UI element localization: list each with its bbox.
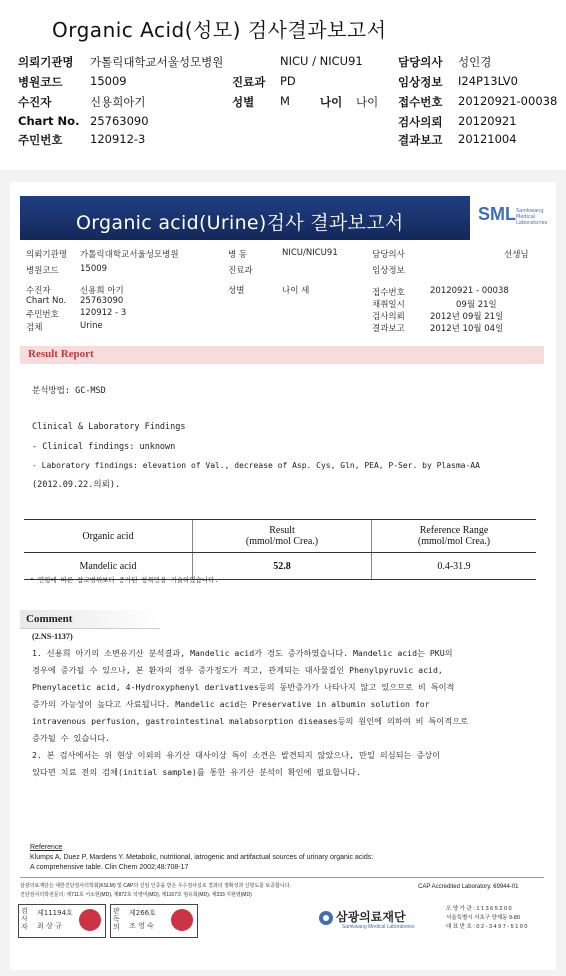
column-header-line: Result (269, 525, 295, 536)
value: 20120921 (458, 114, 517, 128)
value: 25763090 (90, 114, 149, 128)
contact-line: 서울특별시 서초구 양재동 9-80 (446, 915, 521, 921)
label: 접수번호 (398, 95, 443, 109)
value: M (280, 94, 290, 108)
info-label: 병 동 (228, 250, 248, 260)
stamp-name: 최 상 규 (37, 922, 62, 930)
contact-line: 대 표 번 호 : 0 2 - 3 4 9 7 - 5 1 0 0 (446, 924, 528, 930)
label: Chart No. (18, 114, 80, 128)
sml-logo-subtitle: Samkwang Medical Laboratories (516, 208, 548, 226)
column-header-line: Reference Range (419, 525, 489, 536)
info-value: 2012년 09월 21일 (430, 312, 504, 322)
info-value: 2012년 10월 04일 (430, 324, 504, 334)
reader-stamp (110, 904, 198, 938)
stamp-license: 제11194호 (37, 909, 73, 917)
info-label: Chart No. (26, 296, 67, 306)
info-value: 나이 세 (282, 286, 310, 296)
info-value: Urine (80, 321, 103, 331)
column-header-line: (mmol/mol Crea.) (417, 536, 491, 547)
sml-logo: SML (478, 204, 516, 224)
stamp-name: 조 영 숙 (129, 922, 154, 930)
table-note: * 연령에 따른 참고범위보다 증가된 항목만을 기술하였습니다. (30, 576, 219, 584)
column-header: Organic acid (24, 520, 193, 553)
value: 15009 (90, 74, 127, 88)
column-header (193, 520, 372, 553)
comment-line: 1. 신용희 아기의 소변유기산 분석결과, Mandelic acid가 경도 증가하였습니다. Mandelic acid는 PKU의 (32, 648, 453, 658)
stamp-role: 판독의 (113, 907, 120, 931)
footer-line: 삼광의료재단은 대한진단검사의학회(KSLM) 및 CAP의 신임 인증을 받은 우수검사실로 결과의 정확성과 신빙도를 보증합니다. (20, 883, 291, 889)
label: 나이 (320, 95, 343, 109)
result-report-bar (20, 346, 544, 364)
info-label: 접수번호 (372, 288, 405, 298)
info-label: 임상정보 (372, 266, 405, 276)
info-label: 채취일시 (372, 300, 405, 310)
result-table (24, 519, 536, 580)
label: 수진자 (18, 95, 52, 109)
foundation-subtitle: Samkwang Medical Laboratories (342, 924, 415, 930)
info-value: NICU/NICU91 (282, 248, 338, 258)
inspector-stamp (18, 904, 106, 938)
method-text: 분석방법: GC-MSD (32, 386, 106, 396)
label: 결과보고 (398, 133, 443, 147)
value: 나이 (356, 95, 379, 109)
finding-line: - Clinical findings: unknown (32, 442, 176, 452)
foundation-name: 삼광의료재단 (336, 910, 406, 924)
info-value: 09월 21일 (456, 300, 497, 310)
report-banner (20, 192, 548, 242)
info-label: 검체 (26, 323, 43, 333)
label: 진료과 (232, 75, 266, 89)
banner-title: Organic acid(Urine)검사 결과보고서 (76, 212, 404, 234)
seal-icon (171, 909, 193, 931)
reference-line: A comprehensive table. Clin Chem 2002;48:708-17 (30, 864, 189, 871)
findings-title: Clinical & Laboratory Findings (32, 422, 186, 432)
label: 담당의사 (398, 55, 443, 69)
label: 주민번호 (18, 133, 63, 147)
finding-line: (2012.09.22.의뢰). (32, 480, 121, 490)
value: 가톨릭대학교서울성모병원 (90, 55, 224, 69)
info-label: 성별 (228, 286, 245, 296)
banner-background (20, 196, 470, 240)
reference-line: Klumps A, Duez P, Mardens Y. Metabolic, nutritional, iatrogenic and artifactual sources of urinary organic acids: (30, 854, 374, 861)
seal-icon (79, 909, 101, 931)
info-value: 가톨릭대학교서울성모병원 (80, 250, 179, 260)
info-value: 15009 (80, 264, 108, 274)
comment-line: 경우에 증가될 수 있으나, 본 환자의 경우 증가정도가 적고, 관계되는 대사물질인 Phenylpyruvic acid, (32, 665, 443, 675)
stamp-role: 검사자 (21, 907, 28, 931)
contact-line: 오 양 가 관 : 1 1 3 6 5 2 0 0 (446, 906, 512, 912)
cap-accreditation: CAP Accredited Laboratory. 69944-01 (418, 884, 519, 890)
value: 신용희아기 (90, 95, 146, 109)
info-label: 결과보고 (372, 324, 405, 334)
foundation-logo-icon (318, 910, 334, 930)
info-value: 120912 - 3 (80, 308, 127, 318)
column-header-line: (mmol/mol Crea.) (245, 536, 319, 547)
comment-line: 2. 본 검사에서는 위 현상 이외의 유기산 대사이상 특이 소견은 발견되지 않았으나, 만일 의심되는 증상이 (32, 750, 441, 760)
comment-line: (2.NS-1137) (32, 632, 73, 641)
value: 20121004 (458, 132, 517, 146)
report-sheet (10, 182, 556, 970)
comment-line: 증가의 가능성이 높다고 사료됩니다. Mandelic acid는 Preservative in albumin solution for (32, 699, 430, 709)
info-value: 25763090 (80, 296, 124, 306)
info-label: 주민번호 (26, 310, 59, 320)
value: 120912-3 (90, 132, 146, 146)
info-label: 진료과 (228, 266, 253, 276)
table-header-row (24, 520, 536, 553)
report-header (0, 0, 566, 170)
divider (20, 877, 544, 878)
result-report-label: Result Report (28, 348, 94, 360)
table-cell: 52.8 (193, 553, 372, 580)
value: 20120921-00038 (458, 94, 558, 108)
info-label: 담당의사 (372, 250, 405, 260)
comment-label: Comment (26, 613, 73, 625)
footer-line: 진단검사의학전문의: 제711호 서소현(MD), 제872호 석영미(MD), 제1167호 엄유희(MD), 제333 지현영(MD) (20, 892, 252, 898)
comment-bar (20, 610, 160, 629)
comment-line: intravenous perfusion, gastrointestinal malabsorption diseases등의 원인에 의하여 비 특이적으로 (32, 716, 469, 726)
comment-line: Phenylacetic acid, 4-Hydroxyphenyl derivatives등의 동반증가가 나타나지 않고 있으므로 비 특이적 (32, 682, 455, 692)
label: 성별 (232, 95, 255, 109)
label: 임상정보 (398, 75, 443, 89)
finding-line: - Laboratory findings: elevation of Val., decrease of Asp. Cys, Gln, PEA, P-Ser. by Plasma-AA (32, 461, 480, 470)
table-cell: Mandelic acid (24, 553, 193, 580)
comment-line: 있다면 치료 전의 검체(initial sample)를 통한 유기산 분석이 확인에 필요합니다. (32, 767, 361, 777)
stamp-license: 제266호 (129, 909, 156, 917)
info-label: 병원코드 (26, 266, 59, 276)
value: PD (280, 74, 296, 88)
table-cell: 0.4-31.9 (372, 553, 537, 580)
reference-title: Reference (30, 844, 63, 851)
page-title: Organic Acid(성모) 검사결과보고서 (52, 18, 387, 42)
info-value: 선생님 (504, 250, 529, 260)
info-label: 의뢰기관명 (26, 250, 68, 260)
value: 성인경 (458, 55, 492, 69)
info-label: 수진자 (26, 286, 51, 296)
label: 병원코드 (18, 75, 63, 89)
column-header (372, 520, 537, 553)
value: NICU / NICU91 (280, 54, 363, 68)
info-value: 20120921 - 00038 (430, 286, 509, 296)
value: I24P13LV0 (458, 74, 518, 88)
label: 검사의뢰 (398, 115, 443, 129)
label: 의뢰기관명 (18, 55, 74, 69)
comment-line: 증가될 수 있습니다. (32, 733, 111, 743)
info-label: 검사의뢰 (372, 312, 405, 322)
info-value: 신용희 아기 (80, 286, 124, 296)
